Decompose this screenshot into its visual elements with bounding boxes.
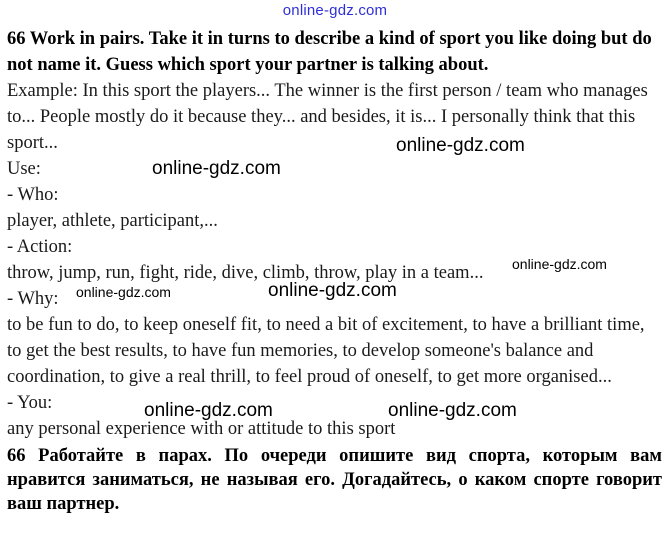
task-heading-english: 66 Work in pairs. Take it in turns to describe a kind of sport you like doing but do not name it. Guess which sport your partner is talking about. xyxy=(7,29,652,75)
top-watermark: online-gdz.com xyxy=(282,2,388,19)
you-text: any personal experience with or attitude to this sport xyxy=(7,419,396,439)
action-label: - Action: xyxy=(7,237,73,257)
watermark: online-gdz.com xyxy=(268,280,397,301)
you-label: - You: xyxy=(7,393,53,413)
why-text: to be fun to do, to keep oneself fit, to need a bit of excitement, to have a brilliant time, to get the best results, to have fun memories, to develop someone's balance and coordination, to give a real thrill, to feel proud of oneself, to get more organised... xyxy=(7,315,645,387)
use-label: Use: xyxy=(7,159,41,179)
who-label: - Who: xyxy=(7,185,59,205)
watermark: online-gdz.com xyxy=(512,256,607,272)
action-text: throw, jump, run, fight, ride, dive, climb, throw, play in a team... xyxy=(7,263,484,283)
example-text: Example: In this sport the players... The winner is the first person / team who manages to... People mostly do it because they... and besides, it is... I personally think that this sport... xyxy=(7,81,648,153)
why-label: - Why: xyxy=(7,289,59,309)
watermark: online-gdz.com xyxy=(396,135,525,156)
watermark: online-gdz.com xyxy=(76,284,171,300)
watermark: online-gdz.com xyxy=(152,158,281,179)
task-heading-russian: 66 Работайте в парах. По очереди опишите вид спорта, которым вам нравится заниматься, не называя его. Догадайтесь, о каком спорте говорит ваш партнер. xyxy=(7,446,662,514)
watermark: online-gdz.com xyxy=(388,400,517,421)
who-text: player, athlete, participant,... xyxy=(7,211,218,231)
watermark: online-gdz.com xyxy=(144,400,273,421)
